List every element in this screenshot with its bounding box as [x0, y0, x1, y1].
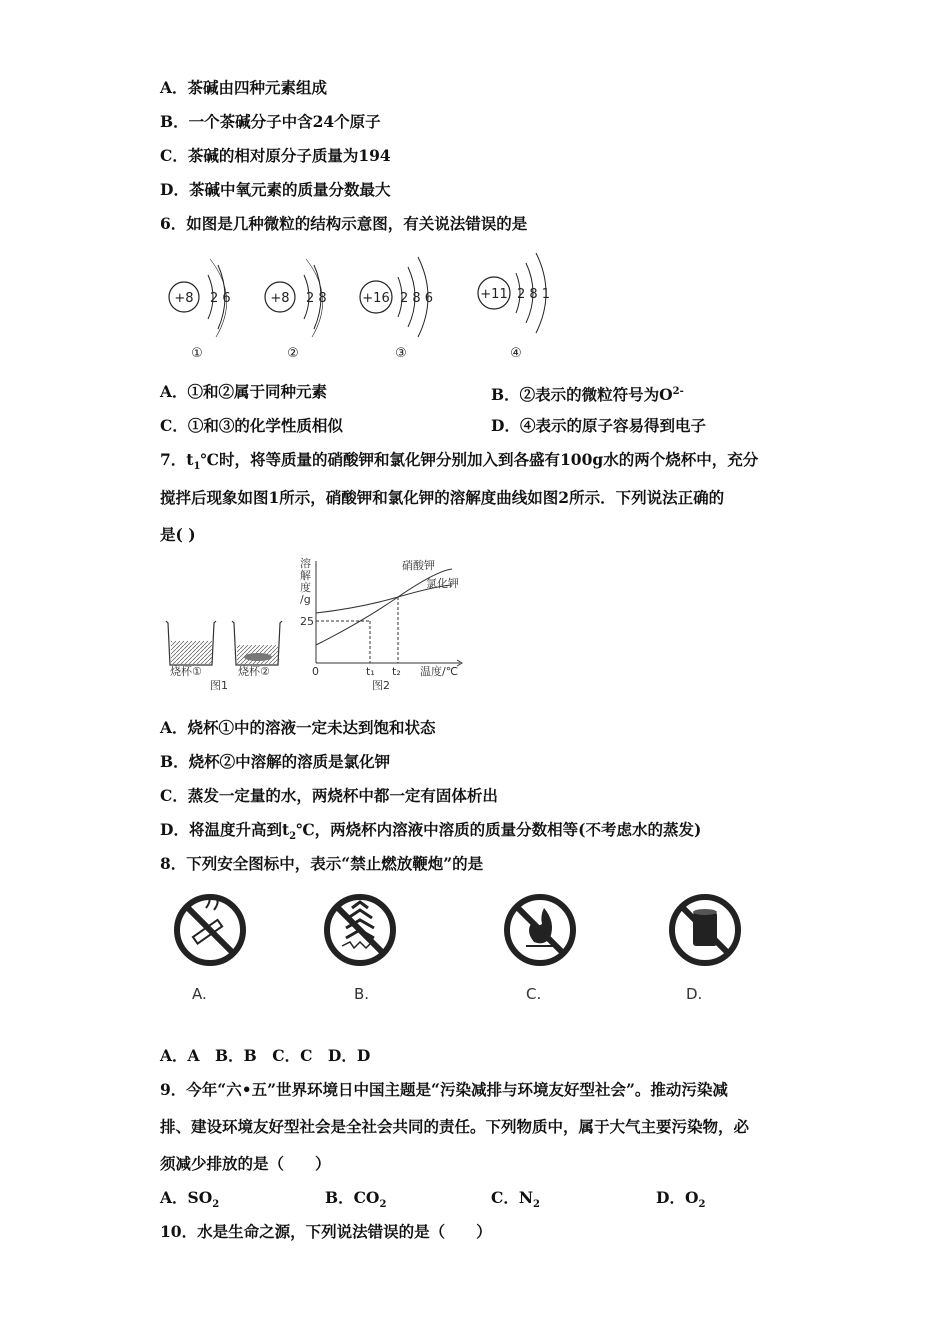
q8-answer-options: A．A B．B C．C D．D [160, 1046, 371, 1065]
atom-2-nucleus: +8 [270, 291, 290, 306]
solubility-figure [160, 553, 480, 693]
t1-label: t₁ [366, 665, 375, 678]
q6-option-a: A．①和②属于同种元素 [160, 382, 328, 401]
y-axis-label-4: /g [300, 593, 311, 606]
origin-label: 0 [312, 665, 319, 678]
atom-2-shells: 2 8 [306, 291, 327, 306]
q7-stem-line3: 是( ) [160, 525, 196, 544]
y-axis-label-2: 解 [300, 569, 311, 582]
q9-option-c: C．$N_2$ [491, 1188, 540, 1211]
y-axis-label-1: 溶 [300, 557, 311, 570]
q5-option-a: A．茶碱由四种元素组成 [160, 78, 328, 97]
q7-option-b: B．烧杯②中溶解的溶质是氯化钾 [160, 752, 391, 771]
atom-3-nucleus: +16 [362, 291, 390, 306]
q9-stem-line2: 排、建设环境友好型社会是全社会共同的责任。下列物质中，属于大气主要污染物，必 [160, 1117, 750, 1136]
no-fire-sign-icon [507, 897, 573, 963]
curve-kno3-label: 硝酸钾 [402, 559, 435, 572]
q9-option-d: D．$O_2$ [656, 1188, 706, 1211]
atom-1-shells: 2 6 [210, 291, 231, 306]
beaker-2-label: 烧杯② [238, 665, 270, 678]
x-axis-label: 温度/℃ [420, 665, 459, 678]
q7-option-c: C．蒸发一定量的水，两烧杯中都一定有固体析出 [160, 786, 498, 805]
atom-1-nucleus: +8 [174, 291, 194, 306]
y-tick-25: 25 [300, 615, 314, 628]
q7-stem-line2: 搅拌后现象如图1所示，硝酸钾和氯化钾的溶解度曲线如图2所示．下列说法正确的 [160, 488, 725, 507]
sign-b-label: B. [354, 985, 370, 1003]
q6-option-d: D．④表示的原子容易得到电子 [491, 416, 706, 435]
no-smoking-sign-icon [177, 896, 243, 963]
figure-1-caption: 图1 [210, 679, 228, 692]
q5-option-c: C．茶碱的相对原分子质量为194 [160, 146, 391, 165]
atom-diagram-1 [169, 259, 231, 361]
q6-stem: 6．如图是几种微粒的结构示意图，有关说法错误的是 [160, 214, 528, 233]
beaker-1 [166, 621, 216, 665]
q6-option-c: C．①和③的化学性质相似 [160, 416, 343, 435]
q7-stem-line1: 7．$t_1℃$时，将等质量的硝酸钾和氯化钾分别加入到各盛有100g水的两个烧杯中，充分 [160, 450, 759, 473]
q9-stem-line3: 须减少排放的是（ ） [160, 1154, 331, 1173]
safety-signs [170, 890, 750, 975]
atom-diagram-3 [360, 257, 433, 361]
sign-c-label: C. [526, 985, 542, 1003]
q10-stem: 10．水是生命之源，下列说法错误的是（ ） [160, 1222, 492, 1241]
atom-3-label: ③ [395, 346, 407, 361]
beaker-2 [232, 621, 282, 665]
figure-2-caption: 图2 [372, 679, 390, 692]
y-axis-label-3: 度 [300, 581, 311, 594]
sign-a-label: A. [192, 985, 207, 1003]
atom-diagram-2 [265, 259, 327, 361]
curve-kcl-label: 氯化钾 [426, 577, 459, 590]
q7-option-d: D．将温度升高到$t_2℃$，两烧杯内溶液中溶质的质量分数相等(不考虑水的蒸发) [160, 820, 702, 843]
q7-option-a: A．烧杯①中的溶液一定未达到饱和状态 [160, 718, 436, 737]
atom-2-label: ② [287, 346, 299, 361]
q8-stem: 8．下列安全图标中，表示“禁止燃放鞭炮”的是 [160, 854, 484, 873]
no-firecrackers-sign-icon [327, 897, 393, 963]
q9-option-b: B．$CO_2$ [325, 1188, 387, 1211]
q5-option-d: D．茶碱中氧元素的质量分数最大 [160, 180, 391, 199]
q9-stem-line1: 9．今年“六•五”世界环境日中国主题是“污染减排与环境友好型社会”。推动污染减 [160, 1080, 728, 1099]
atom-3-shells: 2 8 6 [400, 291, 434, 306]
t2-label: t₂ [392, 665, 401, 678]
q6-option-b: B．②表示的微粒符号为$O^{2-}$ [491, 385, 684, 405]
q5-option-b: B．一个茶碱分子中含24个原子 [160, 112, 381, 131]
atom-1-label: ① [191, 346, 203, 361]
atom-4-label: ④ [510, 346, 522, 361]
sign-d-label: D. [686, 985, 703, 1003]
no-barrel-sign-icon [672, 897, 738, 963]
atom-diagram-4 [478, 253, 550, 361]
atom-structure-diagrams [160, 245, 580, 365]
atom-4-nucleus: +11 [480, 287, 508, 302]
beaker-1-label: 烧杯① [170, 665, 202, 678]
atom-4-shells: 2 8 1 [517, 287, 551, 302]
q9-option-a: A．$SO_2$ [160, 1188, 220, 1211]
